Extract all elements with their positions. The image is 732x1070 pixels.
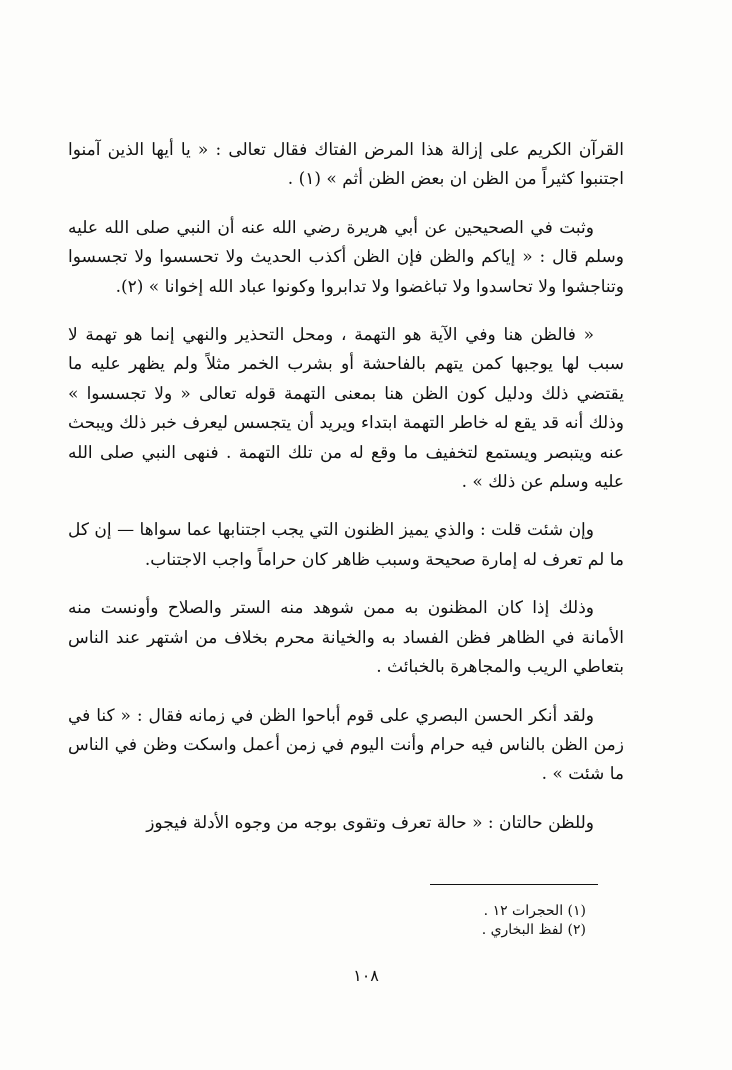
paragraph-condition: وذلك إذا كان المظنون به ممن شوهد منه الستر والصلاح وأونست منه الأمانة في الظاهر فظن الفساد به والخيانة محرم بخلاف من اشتهر عند الناس بتعاطي الريب والمجاهرة بالخبائث . — [68, 598, 624, 678]
paragraph-hasan-basri: ولقد أنكر الحسن البصري على قوم أباحوا الظن في زمانه فقال : « كنا في زمن الظن بالناس فيه حرام وأنت اليوم في زمن أعمل واسكت وظن في الناس ما شئت » . — [68, 705, 624, 785]
paragraph-hadith: وثبت في الصحيحين عن أبي هريرة رضي الله عنه أن النبي صلى الله عليه وسلم قال : « إياكم والظن فإن الظن أكذب الحديث ولا تحسسوا ولا تجسسوا وتناجشوا ولا تحاسدوا ولا تباغضوا ولا تدابروا وكونوا عباد الله إخوانا » (٢). — [68, 217, 624, 297]
paragraph-two-states: وللظن حالتان : « حالة تعرف وتقوى بوجه من وجوه الأدلة فيجوز — [146, 812, 594, 833]
footnotes — [300, 902, 586, 940]
paragraph-distinction: وإن شئت قلت : والذي يميز الظنون التي يجب اجتنابها عما سواها — إن كل ما لم تعرف له إمارة صحيحة وسبب ظاهر كان حراماً واجب الاجتناب. — [68, 520, 624, 570]
paragraph-commentary: « فالظن هنا وفي الآية هو التهمة ، ومحل التحذير والنهي إنما هو تهمة لا سبب لها يوجبها كمن يتهم بالفاحشة أو بشرب الخمر مثلاً ولم يظهر عليه ما يقتضي ذلك ودليل كون الظن هنا بمعنى التهمة قوله تعالى « ولا تجسسوا » وذلك أنه قد يقع له خاطر التهمة ابتداء ويريد أن يتجسس ليعرف خبر ذلك ويبحث عنه ويتبصر ويستمع لتخفيف ما وقع له من تلك التهمة . فنهى النبي صلى الله عليه وسلم عن ذلك » . — [68, 325, 624, 493]
footnote-2: (٢) لفظ البخاري . — [481, 922, 586, 938]
footnote-divider — [430, 884, 598, 885]
main-text — [68, 136, 624, 838]
paragraph-quran-verse: القرآن الكريم على إزالة هذا المرض الفتاك فقال تعالى : « يا أيها الذين آمنوا اجتنبوا كثيراً من الظن ان بعض الظن أثم » (١) . — [68, 140, 624, 190]
footnote-1: (١) الحجرات ١٢ . — [483, 903, 586, 919]
page-number: ١٠٨ — [353, 966, 379, 985]
